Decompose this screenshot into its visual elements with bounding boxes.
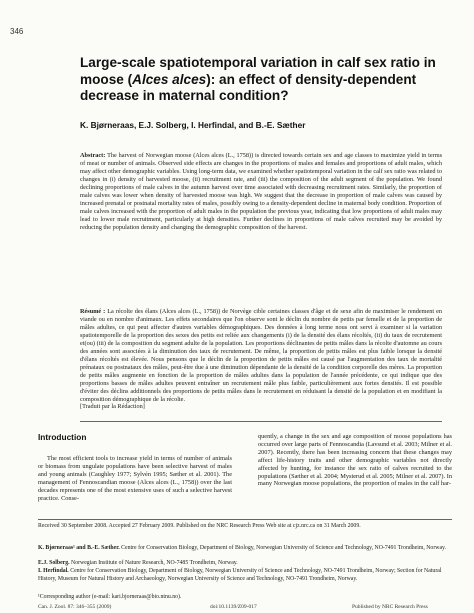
affiliation-solberg xyxy=(38,560,452,568)
page-number: 346 xyxy=(10,27,24,36)
resume-label: Résumé : xyxy=(80,308,106,315)
title-part-2: ): an effect of density-dependent decrease in maternal condition? xyxy=(80,71,417,104)
affiliation-herfindal xyxy=(38,568,452,583)
article-title xyxy=(80,55,450,105)
corresponding-author: ¹Corresponding author (e-mail: kari.bjorneraas@bio.ntnu.no). xyxy=(38,594,182,600)
footnote-divider xyxy=(38,519,452,520)
title-part-1: Large-scale spatiotemporal variation in calf sex ratio in moose ( xyxy=(80,55,436,87)
journal-citation: Can. J. Zool. 87: 346–355 (2009) xyxy=(38,604,112,610)
affiliation-names: E.J. Solberg. xyxy=(38,560,70,566)
affiliation-text: Centre for Conservation Biology, Department of Biology, Norwegian University of Science and Technology, NO-7491 Trondheim, Norway. xyxy=(119,545,446,551)
translator-note: [Traduit par la Rédaction] xyxy=(80,403,145,410)
abstract xyxy=(80,152,442,232)
doi: doi:10.1139/Z09-017 xyxy=(210,604,257,610)
affiliation-names: K. Bjørneraas¹ and B.-E. Sæther. xyxy=(38,545,120,551)
authors: K. Bjørneraas, E.J. Solberg, I. Herfindal, and B.-E. Sæther xyxy=(80,120,306,130)
section-divider xyxy=(80,421,442,422)
abstract-label: Abstract: xyxy=(80,152,106,159)
received-dates: Received 30 September 2008. Accepted 27 February 2009. Published on the NRC Research Press Web site at cjz.nrc.ca on 31 March 2009. xyxy=(38,523,361,529)
intro-left-column: The most efficient tools to increase yield in terms of number of animals or biomass from ungulate populations have been selective harvest of males and young animals (Caughley 1977; Sylvén 1995; Sæther et al. 2001). The management of Fennoscandian moose (Alces alces (L., 1758)) over the last decades represents one of the most extensive uses of such a selective harvest practice. Conse- xyxy=(38,455,232,502)
affiliation-names: I. Herfindal. xyxy=(38,568,69,574)
affiliation-text: Centre for Conservation Biology, Department of Biology, Norwegian University of Science and Technology, NO-7491 Trondheim, Norway; Section for Natural History, Museum for Natural History and Archaeology, Norwegian University of Science and Technology, NO-7491 Trondheim, Norway. xyxy=(38,568,442,582)
resume xyxy=(80,308,442,404)
abstract-text: The harvest of Norwegian moose (Alces alces (L., 1758)) is directed towards certain sex and age classes to maximize yield in terms of meat or number of animals. Observed side effects are changes in the proportions of males and females and proportions of adult males, which may affect other demographic variables. Using long-term data, we examined whether spatiotemporal variation in the calf sex ratio was related to changes in (i) density of harvested moose, (ii) recruitment rate, and (iii) the composition of the adult segment of the population. We found declining proportions of male calves in the autumn harvest over time associated with decreasing recruitment rates. Similarly, the proportion of male calves was lower when density of harvested moose was high. We suggest that the decrease in proportion of male calves was caused by increased prenatal or postnatal mortality rates of males, possibly owing to a density-dependent decline in maternal body condition. Proportion of male calves increased with the proportion of adult males in the population the previous year, indicating that low proportions of adult males may lead to lower male recruitment, particularly at high densities. Further declines in proportions of male calves recruited may be avoided by reducing the population density and changing the demographic composition of the harvest. xyxy=(80,152,443,231)
title-species-italic: Alces alces xyxy=(132,71,207,87)
affiliation-bjorneraas-saether xyxy=(38,545,452,553)
publisher: Published by NRC Research Press xyxy=(352,604,428,610)
intro-right-column: quently, a change in the sex and age composition of moose populations has occurred over large parts of Fennoscandia (Lavsund et al. 2003; Milner et al. 2007). Recently, there has been increasing concern that these changes may affect life-history traits and other demographic variables not directly affected by hunting, for instance the sex ratio of calves recruited to the populations (Sæther et al. 2004; Mysterud et al. 2005; Milner et al. 2007). In many Norwegian moose populations, the proportion of males in the calf har- xyxy=(258,433,452,488)
introduction-heading: Introduction xyxy=(38,432,87,442)
resume-text: La récolte des élans (Alces alces (L., 1758)) de Norvège cible certaines classes d'âge et de sexe afin de maximiser le rendement en viande ou en nombre d'animaux. Les effets secondaires que l'on observe sont le déclin du nombre de petits par femelle et de la proportion de mâles adultes, ce qui peut affecter d'autres variables démographiques. Des données à long terme nous ont servi à examiner si la variation spatiotemporelle de la proportion des sexes des petits est reliée aux changements (i) de la densité des élans récoltés, (ii) du taux de recrutement et(ou) (iii) de la composition du segment adulte de la population. Les proportions déclinantes de petits mâles dans la récolte d'automne au cours des années sont associées à la diminution des taux de recrutement. De même, la proportion de petits mâles est plus faible lorsque la densité d'élans récoltés est élevée. Nous pensons que le déclin de la proportion de petits mâles est causé par l'augmentation des taux de mortalité prénataux ou postnataux des mâles, peut-être due à une diminution dépendante de la densité de la condition corporelle des mères. La proportion de petits mâles augmente en fonction de la proportion de mâles adultes dans la population de l'année précédente, ce qui indique que des proportions basses de mâles adultes peuvent entraîner un recrutement mâle plus faible, particulièrement aux fortes densités. Il est possible d'éviter des déclins additionnels des proportions de petits mâles dans le recrutement en réduisant la densité de la population et en modifiant la composition démographique de la récolte. xyxy=(80,308,443,403)
affiliation-text: Norwegian Institute of Nature Research, NO-7485 Trondheim, Norway. xyxy=(69,560,238,566)
